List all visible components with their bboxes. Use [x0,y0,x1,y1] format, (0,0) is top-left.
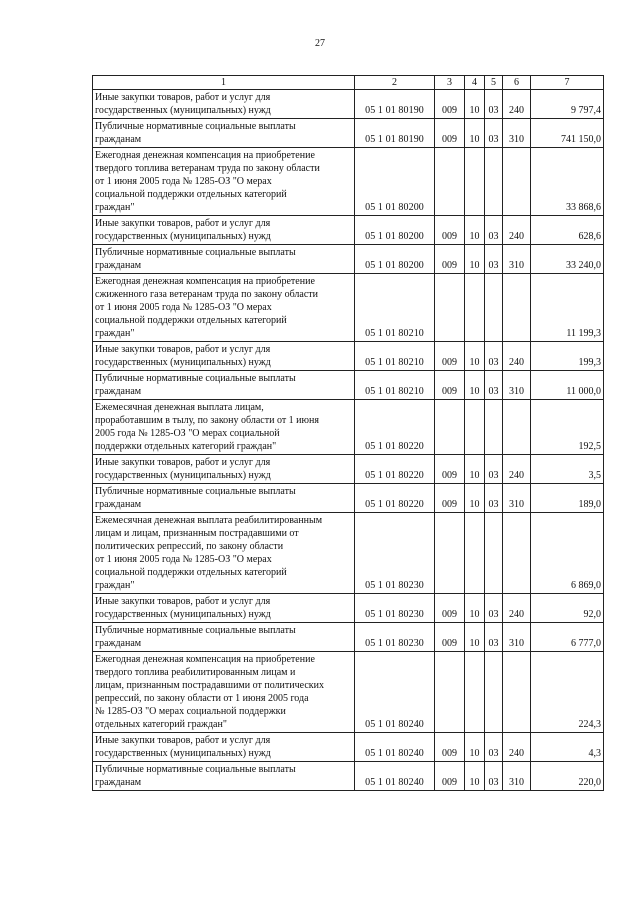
header-col-4: 4 [465,76,485,90]
row-code: 05 1 01 80230 [355,623,435,652]
row-ministry: 009 [435,245,465,274]
row-name: Публичные нормативные социальные выплаты гражданам [93,119,355,148]
header-col-7: 7 [531,76,604,90]
row-name: Публичные нормативные социальные выплаты гражданам [93,623,355,652]
row-expense-type: 310 [503,484,531,513]
table-row [93,119,604,148]
row-expense-type [503,652,531,733]
row-section: 10 [465,245,485,274]
row-name: Иные закупки товаров, работ и услуг для государственных (муниципальных) нужд [93,342,355,371]
row-amount: 4,3 [531,733,604,762]
row-name: Иные закупки товаров, работ и услуг для государственных (муниципальных) нужд [93,733,355,762]
row-expense-type: 240 [503,455,531,484]
row-section [465,148,485,216]
table-row [93,623,604,652]
header-col-1: 1 [93,76,355,90]
row-subsection [485,148,503,216]
row-ministry: 009 [435,623,465,652]
row-name: Иные закупки товаров, работ и услуг для государственных (муниципальных) нужд [93,90,355,119]
row-code: 05 1 01 80190 [355,90,435,119]
row-amount: 6 777,0 [531,623,604,652]
row-amount: 33 868,6 [531,148,604,216]
row-subsection: 03 [485,733,503,762]
row-amount: 6 869,0 [531,513,604,594]
row-ministry: 009 [435,90,465,119]
row-section [465,652,485,733]
row-code: 05 1 01 80220 [355,484,435,513]
row-subsection: 03 [485,216,503,245]
row-amount: 224,3 [531,652,604,733]
table-row [93,513,604,594]
row-subsection: 03 [485,762,503,791]
header-col-5: 5 [485,76,503,90]
row-ministry: 009 [435,342,465,371]
row-expense-type: 240 [503,90,531,119]
row-expense-type: 310 [503,623,531,652]
row-subsection: 03 [485,484,503,513]
row-expense-type [503,148,531,216]
row-name: Ежемесячная денежная выплата реабилитированным лицам и лицам, признанным пострадавшими от политических репрессий, по закону области от 1 июня 2005 года № 1285-ОЗ "О мерах социальной поддержки отдельных категорий граждан" [93,513,355,594]
row-ministry: 009 [435,216,465,245]
table-row [93,216,604,245]
page-number: 27 [315,38,325,49]
row-ministry: 009 [435,455,465,484]
row-section: 10 [465,484,485,513]
header-col-2: 2 [355,76,435,90]
row-name: Публичные нормативные социальные выплаты гражданам [93,371,355,400]
table-row [93,594,604,623]
row-name: Иные закупки товаров, работ и услуг для государственных (муниципальных) нужд [93,594,355,623]
row-amount: 199,3 [531,342,604,371]
row-name: Ежегодная денежная компенсация на приобретение твердого топлива реабилитированным лицам и лицам, признанным пострадавшими от политических репрессий, по закону области от 1 июня 2005 года № 1285-ОЗ "О мерах социальной поддержки отдельных категорий граждан" [93,652,355,733]
row-expense-type: 310 [503,371,531,400]
row-name: Ежегодная денежная компенсация на приобретение сжиженного газа ветеранам труда по закону области от 1 июня 2005 года № 1285-ОЗ "О мерах социальной поддержки отдельных категорий граждан" [93,274,355,342]
row-expense-type: 310 [503,762,531,791]
row-code: 05 1 01 80200 [355,245,435,274]
row-ministry: 009 [435,733,465,762]
row-name: Ежемесячная денежная выплата лицам, проработавшим в тылу, по закону области от 1 июня 2005 года № 1285-ОЗ "О мерах социальной поддержки отдельных категорий граждан" [93,400,355,455]
row-section: 10 [465,119,485,148]
row-expense-type: 240 [503,594,531,623]
row-section [465,513,485,594]
row-code: 05 1 01 80210 [355,342,435,371]
row-subsection [485,652,503,733]
table-row [93,400,604,455]
row-section: 10 [465,342,485,371]
row-subsection: 03 [485,371,503,400]
row-code: 05 1 01 80220 [355,455,435,484]
row-code: 05 1 01 80220 [355,400,435,455]
row-expense-type [503,513,531,594]
row-section [465,274,485,342]
row-expense-type: 240 [503,733,531,762]
row-section: 10 [465,733,485,762]
row-ministry [435,400,465,455]
table-row [93,371,604,400]
row-name: Публичные нормативные социальные выплаты гражданам [93,762,355,791]
table-row [93,455,604,484]
row-subsection: 03 [485,119,503,148]
table-row [93,90,604,119]
row-amount: 11 199,3 [531,274,604,342]
row-expense-type: 240 [503,342,531,371]
row-subsection: 03 [485,623,503,652]
table-row [93,652,604,733]
header-row [93,76,604,90]
header-col-3: 3 [435,76,465,90]
row-ministry: 009 [435,594,465,623]
row-section: 10 [465,216,485,245]
row-expense-type: 240 [503,216,531,245]
row-section: 10 [465,594,485,623]
row-code: 05 1 01 80230 [355,594,435,623]
table-row [93,245,604,274]
row-amount: 628,6 [531,216,604,245]
row-subsection: 03 [485,342,503,371]
row-code: 05 1 01 80190 [355,119,435,148]
row-subsection: 03 [485,245,503,274]
row-amount: 92,0 [531,594,604,623]
row-code: 05 1 01 80240 [355,762,435,791]
row-code: 05 1 01 80230 [355,513,435,594]
row-amount: 189,0 [531,484,604,513]
row-name: Иные закупки товаров, работ и услуг для государственных (муниципальных) нужд [93,455,355,484]
row-ministry: 009 [435,119,465,148]
row-expense-type [503,274,531,342]
row-code: 05 1 01 80210 [355,274,435,342]
row-amount: 741 150,0 [531,119,604,148]
row-name: Публичные нормативные социальные выплаты гражданам [93,484,355,513]
row-amount: 11 000,0 [531,371,604,400]
row-code: 05 1 01 80240 [355,733,435,762]
row-subsection: 03 [485,90,503,119]
table-row [93,762,604,791]
row-ministry: 009 [435,484,465,513]
table-row [93,274,604,342]
row-amount: 3,5 [531,455,604,484]
table-row [93,733,604,762]
row-name: Публичные нормативные социальные выплаты гражданам [93,245,355,274]
row-expense-type: 310 [503,119,531,148]
row-amount: 9 797,4 [531,90,604,119]
row-subsection [485,400,503,455]
table-row [93,148,604,216]
row-section: 10 [465,762,485,791]
table-row [93,342,604,371]
row-amount: 33 240,0 [531,245,604,274]
row-amount: 192,5 [531,400,604,455]
budget-table [92,75,604,791]
row-subsection: 03 [485,455,503,484]
row-ministry: 009 [435,762,465,791]
row-name: Ежегодная денежная компенсация на приобретение твердого топлива ветеранам труда по закону области от 1 июня 2005 года № 1285-ОЗ "О мерах социальной поддержки отдельных категорий граждан" [93,148,355,216]
row-ministry [435,274,465,342]
row-ministry [435,652,465,733]
row-code: 05 1 01 80200 [355,216,435,245]
row-amount: 220,0 [531,762,604,791]
header-col-6: 6 [503,76,531,90]
row-expense-type [503,400,531,455]
row-subsection [485,274,503,342]
row-section: 10 [465,371,485,400]
row-section [465,400,485,455]
row-code: 05 1 01 80210 [355,371,435,400]
row-ministry [435,513,465,594]
row-code: 05 1 01 80200 [355,148,435,216]
row-name: Иные закупки товаров, работ и услуг для государственных (муниципальных) нужд [93,216,355,245]
row-ministry: 009 [435,371,465,400]
row-subsection: 03 [485,594,503,623]
row-ministry [435,148,465,216]
row-expense-type: 310 [503,245,531,274]
row-section: 10 [465,623,485,652]
row-section: 10 [465,90,485,119]
row-subsection [485,513,503,594]
table-row [93,484,604,513]
row-section: 10 [465,455,485,484]
row-code: 05 1 01 80240 [355,652,435,733]
